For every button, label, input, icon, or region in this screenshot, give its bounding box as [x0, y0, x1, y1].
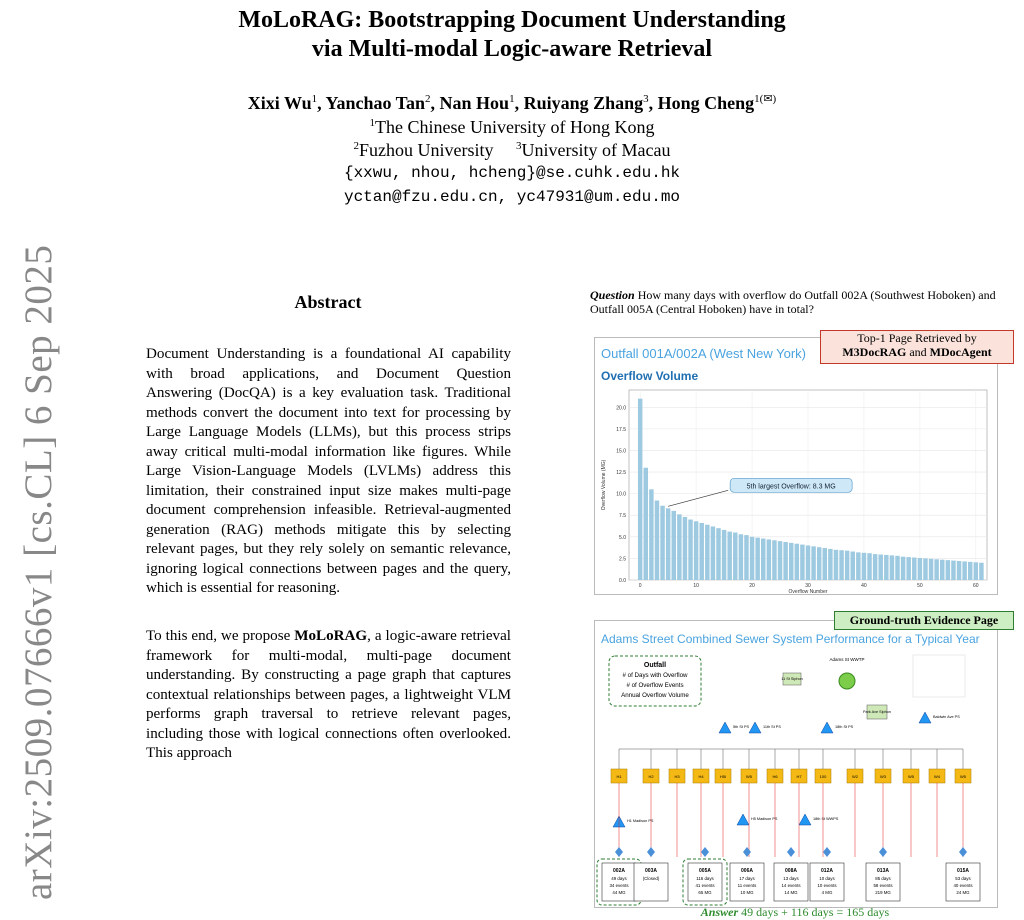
outfall-id: 006A — [741, 868, 753, 874]
bar — [828, 549, 832, 580]
diagram-content — [597, 655, 980, 905]
affiliation-3-text: University of Macau — [521, 140, 671, 160]
affiliation-2-text: Fuzhou University — [359, 140, 494, 160]
bar — [666, 508, 670, 580]
bar — [979, 563, 983, 580]
regulator-label: H4 — [698, 774, 704, 779]
pump-station-label: H1 Madison PS — [627, 819, 654, 823]
y-tick-label: 20.0 — [616, 405, 626, 412]
bar — [772, 540, 776, 580]
evidence-page-panel — [594, 620, 998, 908]
regulator-label: W5 — [908, 774, 914, 779]
bar — [851, 552, 855, 581]
figure-question — [590, 288, 1020, 316]
author: Yanchao Tan — [325, 93, 426, 113]
badge-line-1: Top-1 Page Retrieved by — [857, 331, 977, 345]
x-tick-label: 40 — [861, 583, 867, 589]
pump-station-label: H5 Madison PS — [751, 817, 778, 821]
regulator-label: W2 — [852, 774, 858, 779]
bar — [672, 511, 676, 580]
bar — [839, 550, 843, 580]
question-label: Question — [590, 288, 635, 302]
bar — [806, 545, 810, 580]
author: Hong Cheng — [657, 93, 755, 113]
bar — [845, 551, 849, 580]
wwtp-node — [839, 673, 855, 689]
y-tick-label: 10.0 — [616, 491, 626, 498]
sewer-diagram — [595, 621, 997, 907]
outfall-events: 40 events — [953, 883, 973, 888]
answer-label: Answer — [700, 905, 739, 919]
bar — [890, 555, 894, 580]
outfall-id: 015A — [957, 868, 969, 874]
bar — [755, 538, 759, 580]
bar — [923, 558, 927, 580]
outfall-volume: 14 MG — [784, 890, 798, 895]
outfall-icon — [823, 847, 831, 857]
author-sup: 1(✉) — [754, 93, 777, 105]
regulator-label: W3 — [880, 774, 886, 779]
y-tick-label: 17.5 — [616, 426, 626, 433]
outfall-days: 49 days — [611, 876, 627, 881]
outfall-days: 10 days — [819, 876, 835, 881]
outfall-days: 53 days — [955, 876, 971, 881]
chart-plot — [601, 390, 987, 594]
bar — [761, 539, 765, 580]
outfall-volume: 4 MG — [821, 890, 833, 895]
annotation-text: 5th largest Overflow: 8.3 MG — [746, 483, 836, 491]
outfall-events: 14 events — [781, 883, 801, 888]
regulator-label: H2 — [648, 774, 654, 779]
author-list: Xixi Wu$^1$, Yanchao Tan$^2$, Nan Hou$^1$, Ruiyang Zhang$^3$, Hong Cheng$^{1(✉)}$ — [247, 93, 777, 113]
legend-text: # of Overflow Events — [626, 682, 684, 689]
outfall-days: 13 days — [783, 876, 799, 881]
bar — [744, 535, 748, 580]
outfall-events: 34 events — [609, 883, 629, 888]
wwtp-label: Adams St WWTP — [829, 657, 865, 662]
bar — [940, 560, 944, 580]
author-sup: 2 — [425, 93, 431, 105]
badge-mdocagent: MDocAgent — [929, 345, 992, 359]
pump-station-label: 5th St PS — [733, 725, 750, 729]
affiliation-2-3: $^2$Fuzhou University $^3$University of Macau — [353, 140, 671, 160]
bar — [683, 517, 687, 580]
x-tick-label: 50 — [917, 583, 923, 589]
author: Ruiyang Zhang — [523, 93, 644, 113]
outfall-icon — [787, 847, 795, 857]
affiliation-1: $^1$The Chinese University of Hong Kong — [369, 117, 655, 137]
title-line-1: MoLoRAG: Bootstrapping Document Understanding — [238, 7, 786, 33]
bar — [649, 489, 653, 580]
regulator-label: W4 — [934, 774, 940, 779]
outfall-id: 013A — [877, 868, 889, 874]
chart-title: Overflow Volume — [601, 369, 699, 383]
ground-truth-badge: Ground-truth Evidence Page — [834, 611, 1014, 630]
email-line-1: {xxwu, nhou, hcheng}@se.cuhk.edu.hk — [343, 164, 681, 182]
pump-station-icon — [749, 722, 761, 733]
retrieved-badge — [820, 330, 1014, 364]
bar — [856, 552, 860, 580]
overflow-chart — [595, 338, 997, 594]
bar — [644, 468, 648, 580]
outfall-icon — [879, 847, 887, 857]
outfall-volume: 44 MG — [612, 890, 626, 895]
outfall-volume: 219 MG — [875, 890, 891, 895]
outfall-days: (Closed) — [642, 876, 660, 881]
bar — [878, 555, 882, 580]
bar — [699, 523, 703, 580]
bar — [638, 399, 642, 580]
p2-post: , a logic-aware retrieval framework for multi-modal, multi-page document understanding. By constructing a page graph that captures contextual relationships between pages, a lightweight VLM performs graph traversal to retrieve relevant pages, including those with logical connections often overlooked. This approach — [146, 628, 511, 761]
outfall-days: 85 days — [875, 876, 891, 881]
outfall-icon — [615, 847, 623, 857]
bar — [655, 501, 659, 580]
bar — [733, 533, 737, 581]
outfall-id: 012A — [821, 868, 833, 874]
bar — [705, 525, 709, 580]
bar — [862, 553, 866, 580]
pump-station-icon — [799, 814, 811, 825]
y-tick-label: 7.5 — [619, 513, 626, 520]
symbol-key — [913, 655, 965, 697]
pump-station-icon — [719, 722, 731, 733]
bar — [962, 561, 966, 580]
answer-text: 49 days + 116 days = 165 days — [741, 905, 890, 919]
retrieved-page-panel — [594, 337, 998, 595]
outfall-events: 41 events — [695, 883, 715, 888]
y-tick-label: 5.0 — [619, 534, 626, 541]
bottom-page-title: Adams Street Combined Sewer System Performance for a Typical Year — [601, 632, 980, 646]
bar — [968, 562, 972, 580]
regulator-label: H5I — [719, 774, 727, 779]
outfall-events: 10 events — [817, 883, 837, 888]
bar — [722, 530, 726, 580]
bar — [918, 558, 922, 580]
regulator-label: W5 — [746, 774, 752, 779]
author-sup: 3 — [643, 93, 649, 105]
bar — [946, 560, 950, 580]
bar — [867, 553, 871, 580]
outfall-id: 005A — [699, 868, 711, 874]
pump-station-label: 18th St PS — [835, 725, 854, 729]
pump-station-label: 11th St PS — [763, 725, 781, 729]
outfall-volume: 10 MG — [740, 890, 754, 895]
bar — [884, 555, 888, 580]
bar — [906, 557, 910, 580]
bar — [677, 514, 681, 580]
pump-station-label: Baldwin Ave PS — [933, 715, 960, 719]
badge-m3docrag: M3DocRAG — [842, 345, 907, 359]
outfall-id: 008A — [785, 868, 797, 874]
abstract-paragraph-2 — [146, 627, 511, 764]
regulator-label: H6 — [772, 774, 778, 779]
outfall-volume: 24 MG — [956, 890, 970, 895]
bar — [811, 546, 815, 580]
regulator-label: H1 — [616, 774, 622, 779]
outfall-events: 11 events — [737, 883, 757, 888]
bar — [789, 543, 793, 580]
outfall-icon — [743, 847, 751, 857]
legend-text: # of Days with Overflow — [622, 672, 688, 679]
author: Xixi Wu — [247, 93, 312, 113]
x-axis-label: Overflow Number — [788, 589, 828, 594]
regulator-label: H3 — [674, 774, 680, 779]
bar — [951, 561, 955, 580]
bar — [750, 537, 754, 580]
bar — [873, 554, 877, 580]
bar — [660, 506, 664, 580]
outfall-id: 002A — [613, 868, 625, 874]
x-tick-label: 30 — [805, 583, 811, 589]
pump-station-label: 18th St WWPS — [813, 817, 839, 821]
outfall-id: 003A — [645, 868, 657, 874]
paper-title — [0, 6, 1024, 64]
legend-text: Annual Overflow Volume — [621, 692, 689, 699]
p2-pre: To this end, we propose — [146, 628, 295, 644]
y-tick-label: 12.5 — [616, 470, 626, 477]
x-tick-label: 10 — [693, 583, 699, 589]
y-axis-label: Overflow Volume (MG) — [601, 459, 607, 511]
bar — [823, 548, 827, 580]
bar — [929, 559, 933, 580]
y-tick-label: 2.5 — [619, 556, 626, 563]
author-sup: 1 — [311, 93, 318, 105]
x-tick-label: 20 — [749, 583, 755, 589]
question-text: How many days with overflow do Outfall 002A (Southwest Hoboken) and Outfall 005A (Central Hoboken) have in total? — [590, 288, 996, 316]
siphon-label: 11 St Siphon — [781, 677, 803, 681]
abstract-paragraph-1: Document Understanding is a foundational AI capability with broad applications, and Document Question Answering (DocQA) is a key evaluation task. Traditional methods convert the document into text for processing by Large Language Models (LLMs), but this process strips away critical multi-modal information like figures. While Large Vision-Language Models (LVLMs) address this limitation, their constrained input size makes multi-page document comprehension infeasible. Retrieval-augmented generation (RAG) methods mitigate this by selecting relevant pages, but they rely solely on semantic relevance, ignoring logical connections between pages and the query, which is essential for reasoning. — [146, 346, 511, 596]
outfall-days: 17 days — [739, 876, 755, 881]
bar — [688, 520, 692, 580]
bar — [974, 562, 978, 580]
affiliation-1-text: The Chinese University of Hong Kong — [375, 117, 655, 137]
legend-text: Outfall — [643, 662, 667, 669]
abstract-heading: Abstract — [294, 292, 362, 312]
figure-answer — [590, 905, 1000, 920]
outfall-icon — [959, 847, 967, 857]
pump-station-icon — [821, 722, 833, 733]
bar — [739, 534, 743, 580]
bar — [716, 528, 720, 580]
author-sup: 1 — [509, 93, 515, 105]
bar — [901, 557, 905, 580]
bar — [778, 541, 782, 580]
regulator-label: 100 — [819, 774, 827, 779]
bar — [767, 539, 771, 580]
method-name: MoLoRAG — [294, 628, 368, 644]
author: Nan Hou — [439, 93, 510, 113]
outfall-events: 58 events — [873, 883, 893, 888]
bar — [957, 561, 961, 580]
badge-and: and — [909, 345, 927, 359]
pump-station-icon — [737, 814, 749, 825]
bar — [783, 542, 787, 580]
regulator-label: H7 — [796, 774, 802, 779]
bar — [934, 559, 938, 580]
pump-station-icon — [919, 712, 931, 723]
title-line-2: via Multi-modal Logic-aware Retrieval — [311, 36, 713, 62]
bar — [727, 532, 731, 580]
bar — [694, 521, 698, 580]
bar — [817, 547, 821, 580]
outfall-icon — [647, 847, 655, 857]
outfall-volume: 65 MG — [698, 890, 712, 895]
bar — [912, 558, 916, 580]
regulator-label: W5 — [960, 774, 966, 779]
bar — [834, 550, 838, 580]
outfall-days: 116 days — [696, 876, 714, 881]
email-line-2: yctan@fzu.edu.cn, yc47931@um.edu.mo — [343, 188, 681, 206]
arxiv-stamp: arXiv:2509.07666v1 [cs.CL] 6 Sep 2025 — [17, 244, 60, 900]
bar — [711, 526, 715, 580]
bar — [795, 544, 799, 580]
bar — [800, 545, 804, 580]
bar — [895, 556, 899, 580]
x-tick-label: 0 — [638, 583, 642, 589]
y-tick-label: 15.0 — [616, 448, 626, 455]
x-tick-label: 60 — [973, 583, 979, 589]
siphon-label: Park Ave Siphon — [862, 710, 892, 714]
outfall-icon — [701, 847, 709, 857]
y-tick-label: 0.0 — [619, 578, 626, 584]
top-page-title: Outfall 001A/002A (West New York) — [601, 346, 806, 361]
